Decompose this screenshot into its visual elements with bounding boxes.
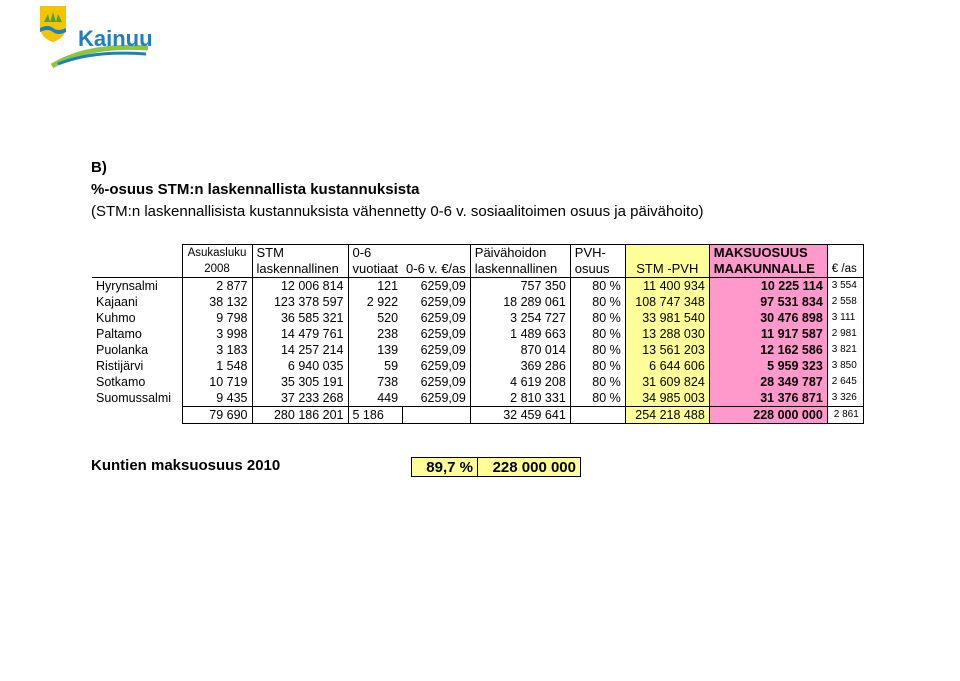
- cell-kids: 59: [384, 359, 399, 373]
- cell-peras: 2 645: [827, 374, 863, 390]
- cell-pct: 80 %: [570, 278, 625, 295]
- cell-kids: 738: [377, 375, 399, 389]
- cell-per: 6259,09: [402, 374, 470, 390]
- cell-maksu: 31 376 871: [709, 390, 827, 407]
- summary-label: Kuntien maksuosuus 2010: [91, 457, 281, 474]
- col-header-pop: Asukasluku: [182, 245, 252, 262]
- col-header-pct-sub: osuus: [570, 261, 625, 278]
- cell-pvh: 4 619 208: [470, 374, 570, 390]
- cell-maksu: 5 959 323: [709, 358, 827, 374]
- col-header-diff: [625, 245, 709, 262]
- cell-kids: 139: [377, 343, 399, 357]
- cell-maksu: 11 917 587: [709, 326, 827, 342]
- cell-pvh: 3 254 727: [470, 310, 570, 326]
- col-header-diff-sub: STM -PVH: [625, 261, 709, 278]
- cell-per: 6259,09: [402, 358, 470, 374]
- cell-diff: 6 644 606: [625, 358, 709, 374]
- cell-pop: 9 798: [182, 310, 252, 326]
- cell-diff: 33 981 540: [625, 310, 709, 326]
- cell-pct: 80 %: [570, 390, 625, 407]
- col-header-pvh: Päivähoidon: [470, 245, 570, 262]
- cell-pop: 1 548: [182, 358, 252, 374]
- cell-per: 6259,09: [402, 310, 470, 326]
- cell-per: 6259,09: [402, 326, 470, 342]
- cell-pct: 80 %: [570, 326, 625, 342]
- table-row: [92, 294, 863, 310]
- cell-kids: 449: [377, 391, 399, 405]
- cell-pop: 3 183: [182, 342, 252, 358]
- section-heading: [91, 157, 704, 223]
- cell-maksu: 28 349 787: [709, 374, 827, 390]
- cell-peras: 3 821: [827, 342, 863, 358]
- row-name: Kuhmo: [96, 311, 136, 325]
- cell-diff: 31 609 824: [625, 374, 709, 390]
- cell-per: 6259,09: [402, 278, 470, 295]
- row-name: Paltamo: [96, 327, 142, 341]
- cell-pvh: 1 489 663: [470, 326, 570, 342]
- cell-kids: 238: [377, 327, 399, 341]
- total-maksu: 228 000 000: [709, 407, 827, 424]
- cell-peras: 3 850: [827, 358, 863, 374]
- cell-pct: 80 %: [570, 310, 625, 326]
- cell-maksu: 97 531 834: [709, 294, 827, 310]
- col-header-maksu: MAKSUOSUUS: [709, 245, 827, 262]
- cell-pvh: 369 286: [470, 358, 570, 374]
- cost-table: [92, 244, 864, 424]
- row-name: Sotkamo: [96, 375, 146, 389]
- cell-pop: 3 998: [182, 326, 252, 342]
- table-row: [92, 310, 863, 326]
- cell-stm: 36 585 321: [252, 310, 348, 326]
- summary-percent: 89,7 %: [411, 457, 478, 477]
- cell-kids: 2 922: [366, 295, 399, 309]
- heading-title: %-osuus STM:n laskennallista kustannuksista: [91, 181, 420, 198]
- cell-diff: 13 288 030: [625, 326, 709, 342]
- cell-peras: 2 558: [827, 294, 863, 310]
- total-row: [92, 407, 863, 424]
- col-header-pct: PVH-: [570, 245, 625, 262]
- kainuu-logo: [38, 4, 158, 70]
- row-name: Hyrynsalmi: [96, 279, 158, 293]
- cell-stm: 14 479 761: [252, 326, 348, 342]
- cell-pop: 10 719: [182, 374, 252, 390]
- table-row: [92, 278, 863, 295]
- cell-diff: 34 985 003: [625, 390, 709, 407]
- heading-subtitle: (STM:n laskennallisista kustannuksista vähennetty 0-6 v. sosiaalitoimen osuus ja päivähoito): [91, 203, 704, 220]
- row-name: Kajaani: [96, 295, 138, 309]
- table-row: [92, 390, 863, 407]
- cell-kids: 520: [377, 311, 399, 325]
- table-row: [92, 374, 863, 390]
- total-diff: 254 218 488: [625, 407, 709, 424]
- row-name: Puolanka: [96, 343, 149, 357]
- cell-stm: 12 006 814: [252, 278, 348, 295]
- row-name: Ristijärvi: [96, 359, 144, 373]
- cell-pvh: 18 289 061: [470, 294, 570, 310]
- cell-pct: 80 %: [570, 358, 625, 374]
- col-header-kids: 0-6: [348, 245, 402, 262]
- table-row: [92, 342, 863, 358]
- table-row: [92, 326, 863, 342]
- col-header-kids-sub: vuotiaat: [348, 261, 402, 278]
- col-header-per-sub: 0-6 v. €/as: [402, 261, 470, 278]
- cell-per: 6259,09: [402, 390, 470, 407]
- cell-diff: 11 400 934: [625, 278, 709, 295]
- cell-stm: 123 378 597: [252, 294, 348, 310]
- cell-pct: 80 %: [570, 342, 625, 358]
- cell-diff: 108 747 348: [625, 294, 709, 310]
- cell-per: 6259,09: [402, 294, 470, 310]
- col-header-pvh-sub: laskennallinen: [470, 261, 570, 278]
- header-row-bottom: [92, 261, 863, 278]
- total-pop: 79 690: [182, 407, 252, 424]
- cell-pop: 38 132: [182, 294, 252, 310]
- col-header-stm: STM: [252, 245, 348, 262]
- cell-pct: 80 %: [570, 294, 625, 310]
- cell-stm: 37 233 268: [252, 390, 348, 407]
- cell-stm: 35 305 191: [252, 374, 348, 390]
- cell-pvh: 757 350: [470, 278, 570, 295]
- heading-label: B): [91, 159, 107, 176]
- cell-peras: 2 981: [827, 326, 863, 342]
- cell-peras: 3 554: [827, 278, 863, 295]
- cell-pvh: 870 014: [470, 342, 570, 358]
- cell-pct: 80 %: [570, 374, 625, 390]
- col-header-pop-year: 2008: [182, 261, 252, 278]
- cell-pvh: 2 810 331: [470, 390, 570, 407]
- cell-pop: 2 877: [182, 278, 252, 295]
- cell-diff: 13 561 203: [625, 342, 709, 358]
- total-stm: 280 186 201: [252, 407, 348, 424]
- logo-text: Kainuu: [78, 26, 153, 51]
- cell-per: 6259,09: [402, 342, 470, 358]
- total-kids: 5 186: [348, 407, 402, 424]
- cell-peras: 3 111: [827, 310, 863, 326]
- cell-stm: 6 940 035: [252, 358, 348, 374]
- cell-peras: 3 326: [827, 390, 863, 407]
- col-header-maksu-sub: MAAKUNNALLE: [709, 261, 827, 278]
- header-row-top: [92, 245, 863, 262]
- cell-kids: 121: [377, 279, 399, 293]
- col-header-stm-sub: laskennallinen: [252, 261, 348, 278]
- total-pvh: 32 459 641: [470, 407, 570, 424]
- cell-pop: 9 435: [182, 390, 252, 407]
- cell-stm: 14 257 214: [252, 342, 348, 358]
- cell-maksu: 10 225 114: [709, 278, 827, 295]
- total-peras: 2 861: [827, 407, 863, 424]
- cell-maksu: 12 162 586: [709, 342, 827, 358]
- table-row: [92, 358, 863, 374]
- col-header-per: [402, 245, 470, 262]
- cell-maksu: 30 476 898: [709, 310, 827, 326]
- col-header-peras: € /as: [827, 261, 863, 278]
- row-name: Suomussalmi: [96, 391, 172, 406]
- summary-amount: 228 000 000: [477, 457, 581, 477]
